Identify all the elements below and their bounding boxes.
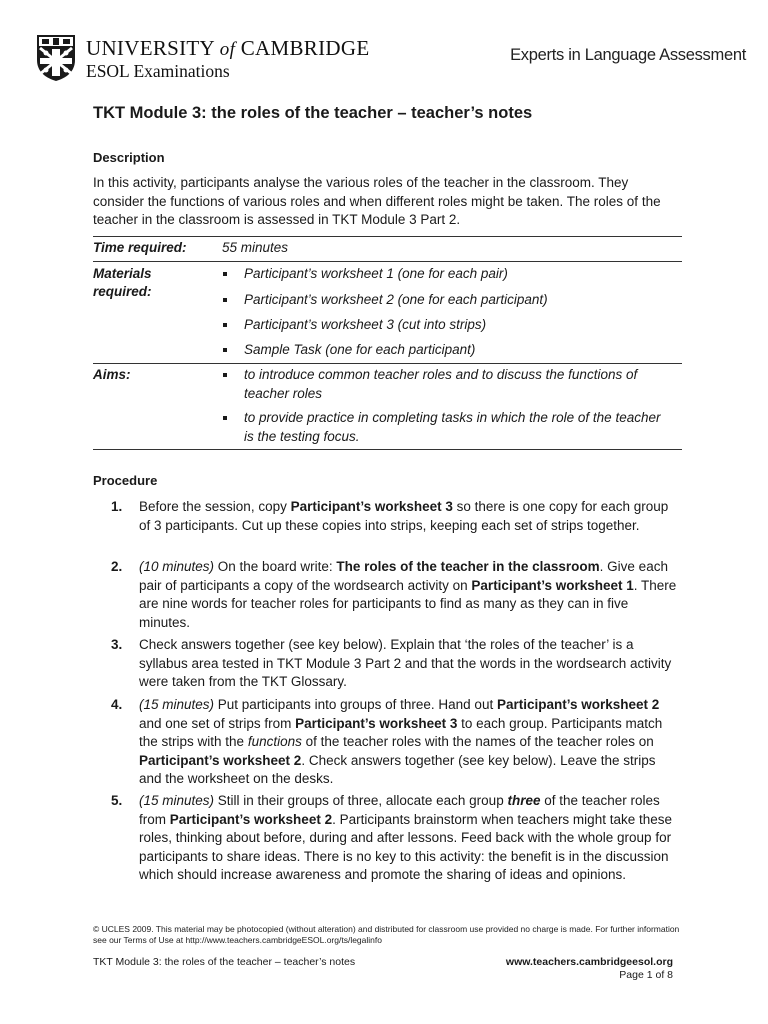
step-text-run: of the teacher roles from: [139, 793, 660, 827]
materials-label: Materials required:: [93, 266, 152, 299]
procedure-step: [111, 498, 677, 535]
procedure-step: [111, 696, 677, 789]
step-text-run: (15 minutes): [139, 793, 215, 808]
time-label: Time required:: [93, 240, 187, 255]
step-number: 3.: [111, 637, 123, 652]
list-item: Participant’s worksheet 2 (one for each participant): [222, 291, 672, 310]
cambridge-crest-icon: [36, 34, 76, 82]
description-text: In this activity, participants analyse the various roles of the teacher in the classroom. They consider the functions of various roles and when different roles might be taken. The roles of the teacher in the classroom is assessed in TKT Module 3 Part 2.: [93, 175, 661, 227]
step-text-run: (15 minutes): [139, 697, 215, 712]
step-text-run: Put participants into groups of three. Hand out: [214, 697, 497, 712]
step-text-run: Participant’s worksheet 1: [471, 577, 634, 593]
procedure-step: [111, 636, 677, 692]
step-text-run: Participant’s worksheet 3: [290, 499, 453, 514]
list-item: to provide practice in completing tasks in which the role of the teacher is the testing focus.: [222, 409, 662, 446]
step-text-run: so there is one copy for each group of 3 participants. Cut up these copies into strips, keeping each set of strips together.: [139, 499, 669, 533]
step-number: 2.: [111, 559, 123, 574]
step-text-run: On the board write:: [214, 559, 337, 574]
table-rule: [93, 449, 682, 450]
university-name: UNIVERSITY of CAMBRIDGE: [86, 36, 370, 60]
bullet-icon: [223, 373, 227, 377]
list-item: to introduce common teacher roles and to discuss the functions of teacher roles: [222, 366, 662, 403]
step-text-run: Still in their groups of three, allocate each group: [214, 793, 508, 808]
procedure-step: [111, 558, 677, 632]
page-title: TKT Module 3: the roles of the teacher – teacher’s notes: [93, 104, 533, 122]
table-rule: [93, 363, 682, 364]
bullet-icon: [223, 416, 227, 420]
description-heading: Description: [93, 150, 165, 165]
table-rule: [93, 261, 682, 262]
step-text-run: functions: [247, 734, 302, 749]
step-text: [139, 792, 677, 885]
time-value: 55 minutes: [222, 240, 289, 255]
bullet-icon: [223, 323, 227, 327]
list-item: Participant’s worksheet 3 (cut into strips): [222, 316, 672, 335]
procedure-heading: Procedure: [93, 473, 158, 488]
step-text-run: . There are nine words for teacher roles for participants to find as many as they can in five minutes.: [139, 577, 677, 630]
step-text-run: Participant’s worksheet 2: [496, 697, 660, 712]
step-text-run: of the teacher roles with the names of the teacher roles on: [301, 734, 654, 749]
tagline: Experts in Language Assessment: [510, 46, 746, 64]
step-text: [139, 558, 677, 632]
footer-website-link[interactable]: www.teachers.cambridgeesol.org: [505, 956, 673, 968]
step-text-run: Before the session, copy: [139, 499, 291, 514]
step-text-run: . Participants brainstorm when teachers might take these roles, thinking about before, during and after lessons. Feed back with the whole group for participants to share ideas. There is no key to this activity: the benefit is in the discussion which should increase awareness and promote the sharing of ideas and opinions.: [139, 811, 672, 882]
list-item: Sample Task (one for each participant): [222, 341, 672, 360]
aims-label: Aims:: [93, 367, 131, 382]
step-text-run: . Give each pair of participants a copy of the wordsearch activity on: [139, 559, 668, 593]
bullet-icon: [223, 298, 227, 302]
step-text: [139, 636, 677, 692]
copyright-notice: © UCLES 2009. This material may be photocopied (without alteration) and distributed for classroom use provided no charge is made. For further information see our Terms of Use at http://www.teachers.cambridgeESOL.org/ts/legalinfo: [93, 924, 680, 945]
step-number: 1.: [111, 499, 123, 514]
step-text-run: to each group. Participants match the strips with the: [139, 715, 663, 749]
bullet-icon: [223, 272, 227, 276]
bullet-icon: [223, 348, 227, 352]
procedure-step: [111, 792, 677, 885]
step-text-run: Check answers together (see key below). Explain that ‘the roles of the teacher’ is a syllabus area tested in TKT Module 3 Part 2 and that the words in the wordsearch activity were taken from the TKT Glossary.: [139, 637, 672, 689]
page-header: [36, 34, 746, 84]
step-number: 5.: [111, 793, 123, 808]
footer-title: TKT Module 3: the roles of the teacher – teacher’s notes: [93, 956, 356, 968]
step-text-run: three: [507, 793, 541, 808]
step-text: [139, 498, 677, 535]
step-number: 4.: [111, 697, 123, 712]
step-text-run: Participant’s worksheet 2: [169, 811, 333, 827]
step-text: [139, 696, 677, 789]
step-text-run: and one set of strips from: [139, 715, 296, 731]
page-number: Page 1 of 8: [619, 969, 673, 981]
step-text-run: The roles of the teacher in the classroom: [336, 559, 600, 574]
list-item: Participant’s worksheet 1 (one for each pair): [222, 265, 672, 284]
table-rule: [93, 236, 682, 237]
step-text-run: Participant’s worksheet 3: [295, 715, 458, 731]
step-text-run: (10 minutes): [139, 559, 215, 574]
step-text-run: . Check answers together (see key below). Leave the strips and the worksheet on the desks.: [139, 752, 656, 786]
step-text-run: Participant’s worksheet 2: [139, 752, 302, 768]
esol-examinations: ESOL Examinations: [86, 61, 230, 81]
